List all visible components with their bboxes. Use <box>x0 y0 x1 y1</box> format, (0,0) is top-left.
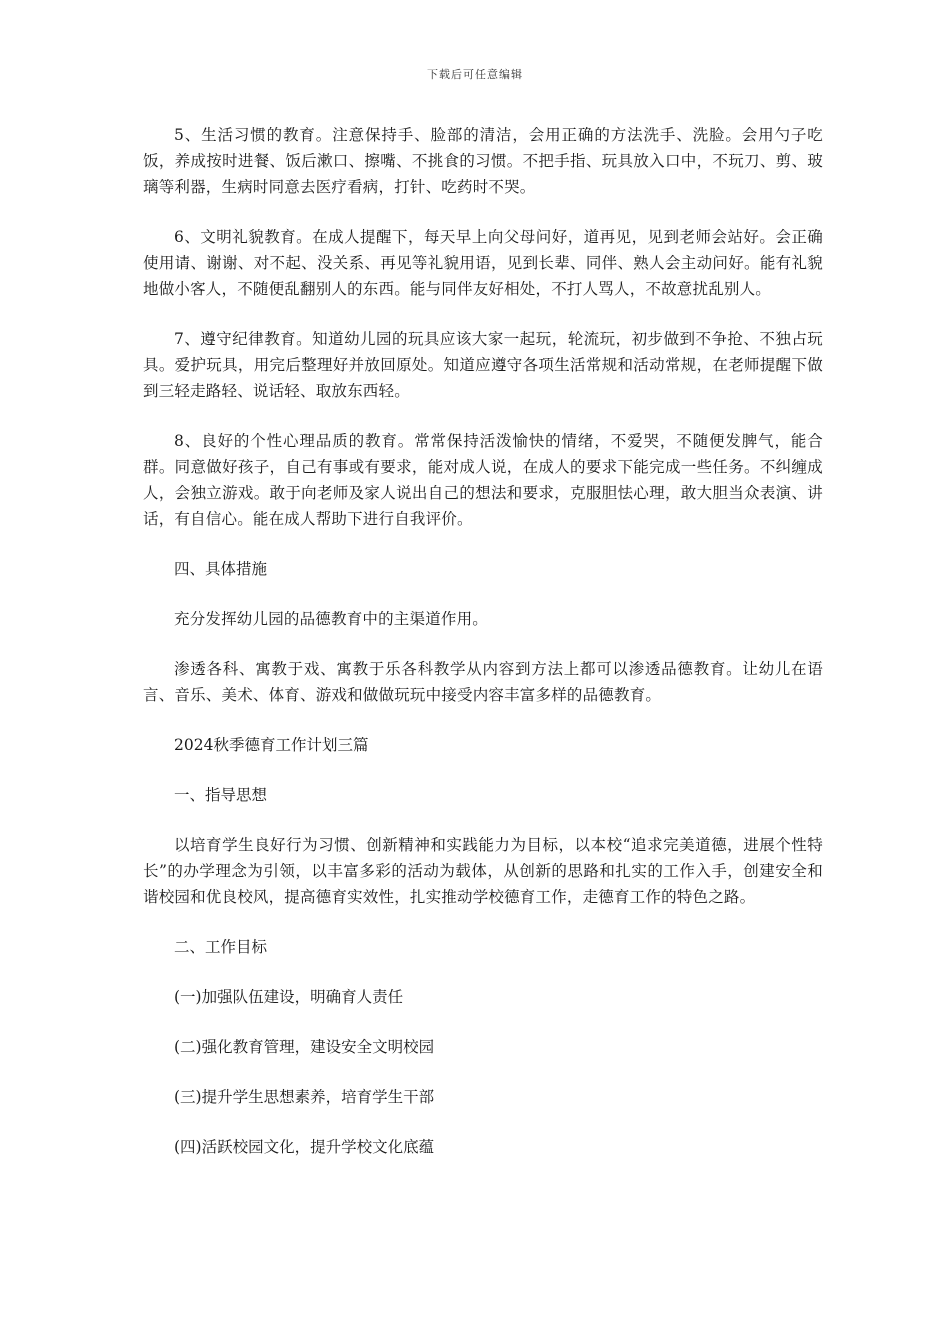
paragraph-discipline: 7、遵守纪律教育。知道幼儿园的玩具应该大家一起玩，轮流玩，初步做到不争抢、不独占玩具。爱护玩具，用完后整理好并放回原处。知道应遵守各项生活常规和活动常规，在老师提醒下做到三轻走路轻、说话轻、取放东西轻。 <box>143 330 823 400</box>
paragraph-habits: 5、生活习惯的教育。注意保持手、脸部的清洁，会用正确的方法洗手、洗脸。会用勺子吃饭，养成按时进餐、饭后漱口、擦嘴、不挑食的习惯。不把手指、玩具放入口中，不玩刀、剪、玻璃等利器，生病时同意去医疗看病，打针、吃药时不哭。 <box>143 126 823 196</box>
paragraph-guiding-ideology: 以培育学生良好行为习惯、创新精神和实践能力为目标，以本校“追求完美道德，进展个性特长”的办学理念为引领，以丰富多彩的活动为载体，从创新的思路和扎实的工作入手，创建安全和谐校园和优良校风，提高德育实效性，扎实推动学校德育工作，走德育工作的特色之路。 <box>143 836 823 906</box>
section-heading-measures: 四、具体措施 <box>174 560 268 578</box>
document-body <box>143 122 823 1184</box>
paragraph-main-channel: 充分发挥幼儿园的品德教育中的主渠道作用。 <box>174 610 489 628</box>
goal-item-4: (四)活跃校园文化，提升学校文化底蕴 <box>174 1138 435 1156</box>
paragraph-manners: 6、文明礼貌教育。在成人提醒下，每天早上向父母问好，道再见，见到老师会站好。会正确使用请、谢谢、对不起、没关系、再见等礼貌用语，见到长辈、同伴、熟人会主动问好。能有礼貌地做小客人，不随便乱翻别人的东西。能与同伴友好相处，不打人骂人，不故意扰乱别人。 <box>143 228 823 298</box>
section-heading-guiding-ideology: 一、指导思想 <box>174 786 268 804</box>
goal-item-2: (二)强化教育管理，建设安全文明校园 <box>174 1038 435 1056</box>
goal-item-3: (三)提升学生思想素养，培育学生干部 <box>174 1088 435 1106</box>
header-note: 下载后可任意编辑 <box>427 68 523 81</box>
paragraph-personality: 8、良好的个性心理品质的教育。常常保持活泼愉快的情绪，不爱哭，不随便发脾气，能合群。同意做好孩子，自己有事或有要求，能对成人说，在成人的要求下能完成一些任务。不纠缠成人，会独立游戏。敢于向老师及家人说出自己的想法和要求，克服胆怯心理，敢大胆当众表演、讲话，有自信心。能在成人帮助下进行自我评价。 <box>143 432 823 528</box>
document-subtitle: 2024秋季德育工作计划三篇 <box>174 736 369 754</box>
paragraph-integration: 渗透各科、寓教于戏、寓教于乐各科教学从内容到方法上都可以渗透品德教育。让幼儿在语言、音乐、美术、体育、游戏和做做玩玩中接受内容丰富多样的品德教育。 <box>143 660 823 704</box>
goal-item-1: (一)加强队伍建设，明确育人责任 <box>174 988 404 1006</box>
section-heading-work-goals: 二、工作目标 <box>174 938 268 956</box>
